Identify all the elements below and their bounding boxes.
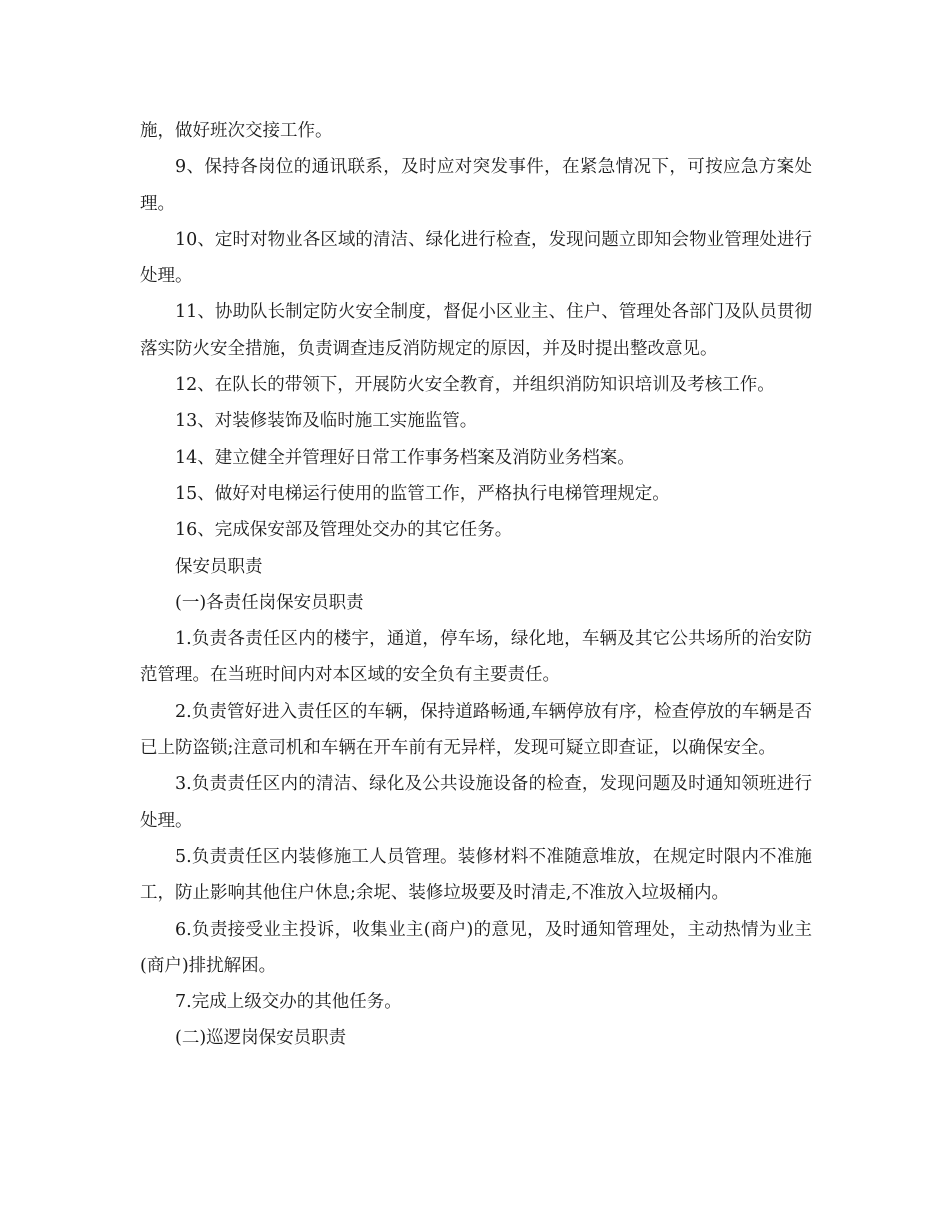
paragraph-item-11: 11、协助队长制定防火安全制度，督促小区业主、住户、管理处各部门及队员贯彻落实防火安全措施，负责调查违反消防规定的原因，并及时提出整改意见。	[140, 302, 812, 359]
paragraph-item-15: 15、做好对电梯运行使用的监管工作，严格执行电梯管理规定。	[175, 483, 670, 504]
section-heading-guard-duties: 保安员职责	[175, 556, 263, 577]
paragraph-duty-6: 6.负责接受业主投诉，收集业主(商户)的意见，及时通知管理处，主动热情为业主(商户)排扰解困。	[140, 919, 812, 976]
paragraph-continuation: 施，做好班次交接工作。	[140, 121, 333, 141]
paragraph-item-13: 13、对装修装饰及临时施工实施监管。	[175, 411, 478, 432]
paragraph-duty-7: 7.完成上级交办的其他任务。	[175, 992, 402, 1013]
paragraph-item-16: 16、完成保安部及管理处交办的其它任务。	[175, 520, 513, 541]
paragraph-item-10: 10、定时对物业各区域的清洁、绿化进行检查，发现问题立即知会物业管理处进行处理。	[140, 229, 812, 287]
subsection-heading-patrol-guard: (二)巡逻岗保安员职责	[175, 1028, 347, 1049]
document-page	[140, 113, 812, 1057]
paragraph-duty-1: 1.负责各责任区内的楼宇，通道，停车场，绿化地，车辆及其它公共场所的治安防范管理。在当班时间内对本区域的安全负有主要责任。	[140, 629, 812, 686]
paragraph-item-12: 12、在队长的带领下，开展防火安全教育，并组织消防知识培训及考核工作。	[175, 375, 775, 396]
paragraph-duty-5: 5.负责责任区内装修施工人员管理。装修材料不准随意堆放，在规定时限内不准施工，防止影响其他住户休息;余坭、装修垃圾要及时清走,不准放入垃圾桶内。	[140, 846, 812, 904]
paragraph-item-9: 9、保持各岗位的通讯联系，及时应对突发事件，在紧急情况下，可按应急方案处理。	[140, 157, 812, 214]
paragraph-duty-3: 3.负责责任区内的清洁、绿化及公共设施设备的检查，发现问题及时通知领班进行处理。	[140, 774, 812, 831]
subsection-heading-zone-guard: (一)各责任岗保安员职责	[175, 592, 364, 613]
paragraph-item-14: 14、建立健全并管理好日常工作事务档案及消防业务档案。	[175, 447, 635, 468]
paragraph-duty-2: 2.负责管好进入责任区的车辆，保持道路畅通,车辆停放有序，检查停放的车辆是否已上防盗锁;注意司机和车辆在开车前有无异样，发现可疑立即查证，以确保安全。	[140, 701, 812, 759]
